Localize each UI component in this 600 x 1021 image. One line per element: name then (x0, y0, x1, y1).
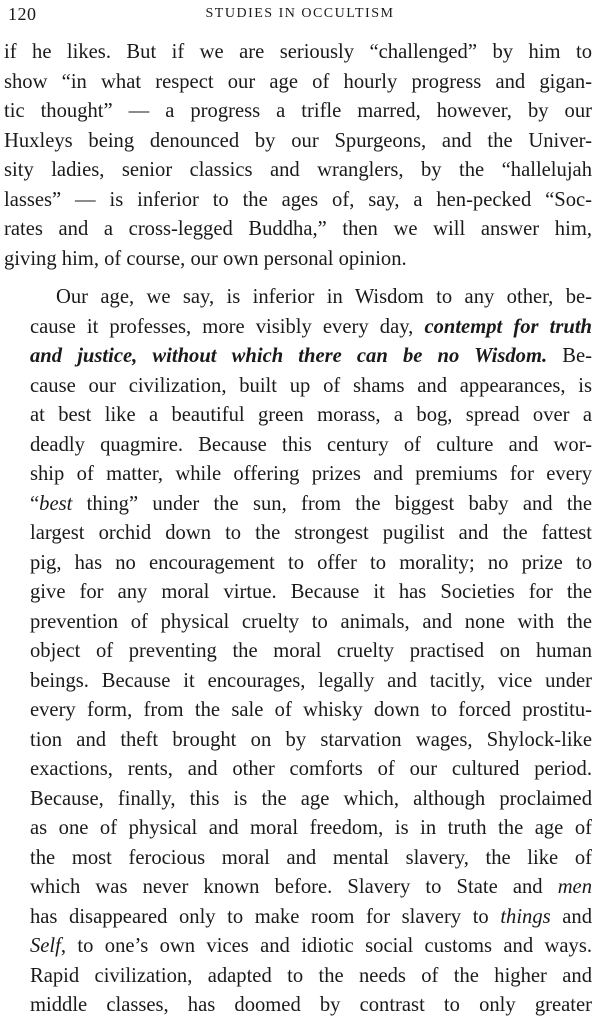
text-line: show “in what respect our age of hourly progress and gigan- (4, 70, 592, 93)
text-line: the most ferocious moral and mental slavery, the like of (30, 846, 592, 869)
text-line (4, 873, 592, 903)
text-line: pig, has no encouragement to offer to morality; no prize to (30, 551, 592, 574)
text-line (4, 903, 592, 933)
paragraph-2 (4, 283, 592, 1021)
page-header (4, 0, 596, 30)
emphasis-text: best (39, 492, 73, 515)
text-line: exactions, rents, and other comforts of our cultured period. (30, 758, 592, 780)
text-line: if he likes. But if we are seriously “challenged” by him to (4, 41, 592, 63)
text-line: give for any moral virtue. Because it has Societies for the (30, 581, 592, 603)
body-text (4, 38, 592, 1021)
text-line: middle classes, has doomed by contrast to only greater (30, 994, 592, 1016)
text-line (4, 490, 592, 520)
emphasis-text: and justice, without which there can be no Wisdom. (30, 345, 548, 367)
text-line: as one of physical and moral freedom, is in truth the age of (30, 817, 592, 839)
emphasis-text: Self (30, 935, 61, 957)
paragraph-1 (4, 38, 592, 274)
text-line: deadly quagmire. Because this century of culture and wor- (30, 433, 592, 456)
text-span: and (550, 905, 592, 928)
text-line: tic thought” — a progress a trifle marred, however, by our (4, 100, 592, 122)
text-line (4, 313, 592, 343)
text-line: largest orchid down to the strongest pugilist and the fattest (30, 522, 592, 544)
text-line: cause our civilization, built up of shams and appearances, is (30, 374, 592, 397)
text-line: Because, finally, this is the age which, although proclaimed (30, 787, 592, 810)
text-span: Be- (547, 345, 593, 367)
text-line: at best like a beautiful green morass, a bog, spread over a (30, 404, 592, 426)
text-line: sity ladies, senior classics and wranglers, by the “hallelujah (4, 159, 592, 181)
text-line: ship of matter, while offering prizes and premiums for every (30, 463, 592, 485)
text-line: giving him, of course, our own personal opinion. (4, 247, 407, 270)
text-line: every form, from the sale of whisky down to forced prostitu- (30, 699, 592, 721)
emphasis-text: contempt for truth (424, 315, 592, 338)
emphasis-text: things (500, 905, 551, 928)
text-line: beings. Because it encourages, legally and tacitly, vice under (30, 669, 592, 692)
text-span: which was never known before. Slavery to State and (30, 876, 558, 898)
text-line: prevention of physical cruelty to animals, and none with the (30, 610, 592, 633)
text-span: has disappeared only to make room for slavery to (30, 905, 501, 928)
text-line (4, 932, 592, 962)
text-line: Rapid civilization, adapted to the needs of the higher and (30, 964, 592, 987)
text-span: thing” under the sun, from the biggest baby and the (72, 492, 592, 515)
emphasis-text: men (557, 876, 592, 898)
text-line: object of preventing the moral cruelty practised on human (30, 640, 592, 662)
text-line: lasses” — is inferior to the ages of, say, a hen-pecked “Soc- (4, 188, 592, 211)
text-span: cause it professes, more visibly every day, (30, 315, 425, 338)
text-line: Our age, we say, is inferior in Wisdom to any other, be- (56, 286, 592, 308)
text-line: Huxleys being denounced by our Spurgeons, and the Univer- (4, 129, 592, 152)
page-number: 120 (8, 4, 37, 24)
text-span: , to one’s own vices and idiotic social customs and ways. (60, 935, 592, 957)
text-line: rates and a cross-legged Buddha,” then we will answer him, (4, 218, 592, 240)
running-head: STUDIES IN OCCULTISM (205, 6, 395, 21)
text-line (4, 342, 592, 372)
text-span: “ (30, 492, 40, 515)
text-line: tion and theft brought on by starvation wages, Shylock-like (30, 728, 592, 751)
